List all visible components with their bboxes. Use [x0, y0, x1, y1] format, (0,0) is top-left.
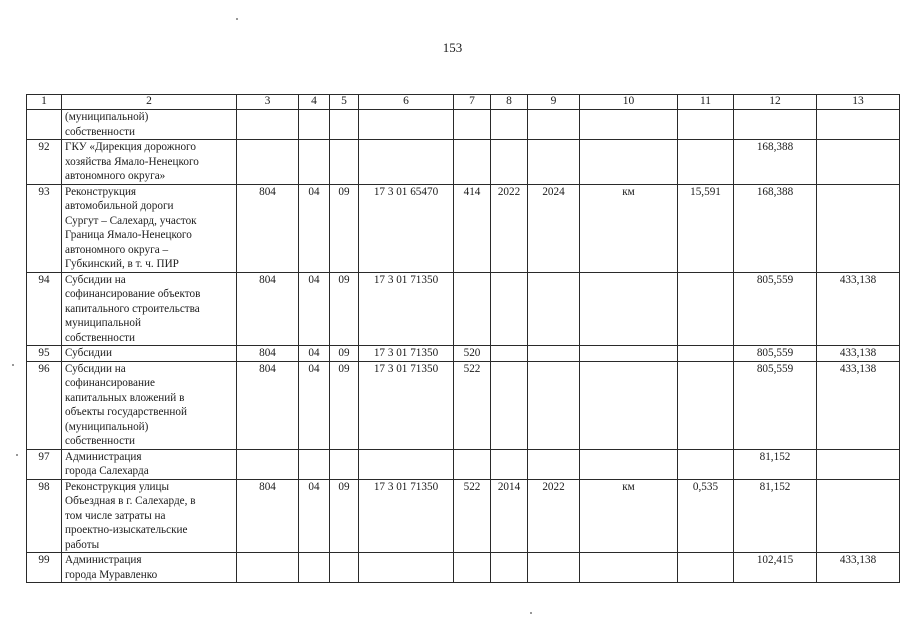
page-number: 153: [442, 40, 463, 55]
end-year-cell: 2022: [528, 479, 580, 553]
row-number: 95: [27, 346, 62, 362]
scan-speck: [236, 18, 238, 20]
amount-12-cell: 81,152: [734, 479, 817, 553]
target-article-cell: [359, 110, 454, 140]
column-header: 1: [27, 95, 62, 110]
row-number: 97: [27, 449, 62, 479]
row-number: 93: [27, 184, 62, 272]
target-article-cell: [359, 449, 454, 479]
subsection-cell: [330, 110, 359, 140]
table-row: [27, 361, 900, 449]
section-cell: 04: [299, 346, 330, 362]
expense-type-cell: [454, 553, 491, 583]
table-row: [27, 184, 900, 272]
target-article-cell: [359, 553, 454, 583]
capacity-cell: [678, 346, 734, 362]
amount-13-cell: [817, 479, 900, 553]
capacity-cell: [678, 272, 734, 346]
scan-speck: [16, 454, 18, 456]
amount-13-cell: [817, 184, 900, 272]
row-number: [27, 110, 62, 140]
table-row: [27, 110, 900, 140]
row-name: Субсидии на софинансирование объектов капитального строительства муниципальной собственности: [62, 272, 237, 346]
row-number: 99: [27, 553, 62, 583]
end-year-cell: [528, 110, 580, 140]
grbs-cell: 804: [237, 346, 299, 362]
column-header: 2: [62, 95, 237, 110]
amount-12-cell: 805,559: [734, 346, 817, 362]
target-article-cell: 17 3 01 71350: [359, 479, 454, 553]
table-row: [27, 449, 900, 479]
unit-cell: [580, 346, 678, 362]
column-header: 13: [817, 95, 900, 110]
amount-13-cell: [817, 140, 900, 185]
amount-13-cell: [817, 449, 900, 479]
end-year-cell: [528, 553, 580, 583]
column-header: 3: [237, 95, 299, 110]
expense-type-cell: 522: [454, 361, 491, 449]
subsection-cell: [330, 140, 359, 185]
section-cell: 04: [299, 184, 330, 272]
column-header: 6: [359, 95, 454, 110]
section-cell: [299, 140, 330, 185]
end-year-cell: [528, 346, 580, 362]
start-year-cell: [491, 553, 528, 583]
start-year-cell: [491, 346, 528, 362]
budget-table: [26, 94, 900, 583]
section-cell: 04: [299, 272, 330, 346]
start-year-cell: 2014: [491, 479, 528, 553]
grbs-cell: 804: [237, 184, 299, 272]
row-name: (муниципальной) собственности: [62, 110, 237, 140]
amount-13-cell: 433,138: [817, 346, 900, 362]
row-number: 98: [27, 479, 62, 553]
subsection-cell: [330, 449, 359, 479]
start-year-cell: [491, 140, 528, 185]
subsection-cell: 09: [330, 361, 359, 449]
row-number: 94: [27, 272, 62, 346]
grbs-cell: [237, 110, 299, 140]
subsection-cell: 09: [330, 346, 359, 362]
amount-12-cell: [734, 110, 817, 140]
grbs-cell: [237, 553, 299, 583]
row-name: Администрация города Муравленко: [62, 553, 237, 583]
grbs-cell: 804: [237, 479, 299, 553]
section-cell: 04: [299, 479, 330, 553]
target-article-cell: [359, 140, 454, 185]
capacity-cell: [678, 361, 734, 449]
section-cell: [299, 110, 330, 140]
unit-cell: [580, 110, 678, 140]
amount-13-cell: 433,138: [817, 553, 900, 583]
end-year-cell: 2024: [528, 184, 580, 272]
row-number: 96: [27, 361, 62, 449]
capacity-cell: 0,535: [678, 479, 734, 553]
column-header: 4: [299, 95, 330, 110]
table-row: [27, 140, 900, 185]
amount-12-cell: 102,415: [734, 553, 817, 583]
expense-type-cell: [454, 110, 491, 140]
table-row: [27, 479, 900, 553]
unit-cell: [580, 553, 678, 583]
table-row: [27, 553, 900, 583]
start-year-cell: 2022: [491, 184, 528, 272]
section-cell: 04: [299, 361, 330, 449]
target-article-cell: 17 3 01 71350: [359, 272, 454, 346]
table-row: [27, 346, 900, 362]
amount-12-cell: 168,388: [734, 140, 817, 185]
capacity-cell: [678, 110, 734, 140]
expense-type-cell: 522: [454, 479, 491, 553]
amount-13-cell: [817, 110, 900, 140]
amount-12-cell: 805,559: [734, 361, 817, 449]
expense-type-cell: [454, 449, 491, 479]
start-year-cell: [491, 361, 528, 449]
header-row: [27, 95, 900, 110]
target-article-cell: 17 3 01 71350: [359, 346, 454, 362]
capacity-cell: 15,591: [678, 184, 734, 272]
section-cell: [299, 553, 330, 583]
column-header: 11: [678, 95, 734, 110]
end-year-cell: [528, 449, 580, 479]
column-header: 8: [491, 95, 528, 110]
end-year-cell: [528, 272, 580, 346]
start-year-cell: [491, 449, 528, 479]
row-name: Администрация города Салехарда: [62, 449, 237, 479]
table-row: [27, 272, 900, 346]
unit-cell: [580, 272, 678, 346]
expense-type-cell: [454, 140, 491, 185]
column-header: 12: [734, 95, 817, 110]
amount-13-cell: 433,138: [817, 272, 900, 346]
column-header: 10: [580, 95, 678, 110]
unit-cell: км: [580, 479, 678, 553]
unit-cell: [580, 361, 678, 449]
expense-type-cell: [454, 272, 491, 346]
target-article-cell: 17 3 01 71350: [359, 361, 454, 449]
row-name: ГКУ «Дирекция дорожного хозяйства Ямало-Ненецкого автономного округа»: [62, 140, 237, 185]
expense-type-cell: 520: [454, 346, 491, 362]
subsection-cell: 09: [330, 479, 359, 553]
grbs-cell: [237, 140, 299, 185]
amount-12-cell: 168,388: [734, 184, 817, 272]
scan-speck: [12, 364, 14, 366]
subsection-cell: 09: [330, 184, 359, 272]
grbs-cell: 804: [237, 361, 299, 449]
end-year-cell: [528, 140, 580, 185]
row-name: Субсидии на софинансирование капитальных вложений в объекты государственной (муниципальной) собственности: [62, 361, 237, 449]
capacity-cell: [678, 449, 734, 479]
section-cell: [299, 449, 330, 479]
capacity-cell: [678, 140, 734, 185]
start-year-cell: [491, 272, 528, 346]
row-number: 92: [27, 140, 62, 185]
row-name: Субсидии: [62, 346, 237, 362]
column-header: 7: [454, 95, 491, 110]
subsection-cell: [330, 553, 359, 583]
row-name: Реконструкция автомобильной дороги Сургут – Салехард, участок Граница Ямало-Ненецкого автономного округа – Губкинский, в т. ч. ПИР: [62, 184, 237, 272]
end-year-cell: [528, 361, 580, 449]
scan-speck: [530, 612, 532, 614]
target-article-cell: 17 3 01 65470: [359, 184, 454, 272]
unit-cell: [580, 449, 678, 479]
row-name: Реконструкция улицы Объездная в г. Салехарде, в том числе затраты на проектно-изыскательские работы: [62, 479, 237, 553]
amount-12-cell: 805,559: [734, 272, 817, 346]
unit-cell: [580, 140, 678, 185]
column-header: 5: [330, 95, 359, 110]
expense-type-cell: 414: [454, 184, 491, 272]
grbs-cell: [237, 449, 299, 479]
amount-12-cell: 81,152: [734, 449, 817, 479]
capacity-cell: [678, 553, 734, 583]
unit-cell: км: [580, 184, 678, 272]
start-year-cell: [491, 110, 528, 140]
amount-13-cell: 433,138: [817, 361, 900, 449]
subsection-cell: 09: [330, 272, 359, 346]
grbs-cell: 804: [237, 272, 299, 346]
column-header: 9: [528, 95, 580, 110]
